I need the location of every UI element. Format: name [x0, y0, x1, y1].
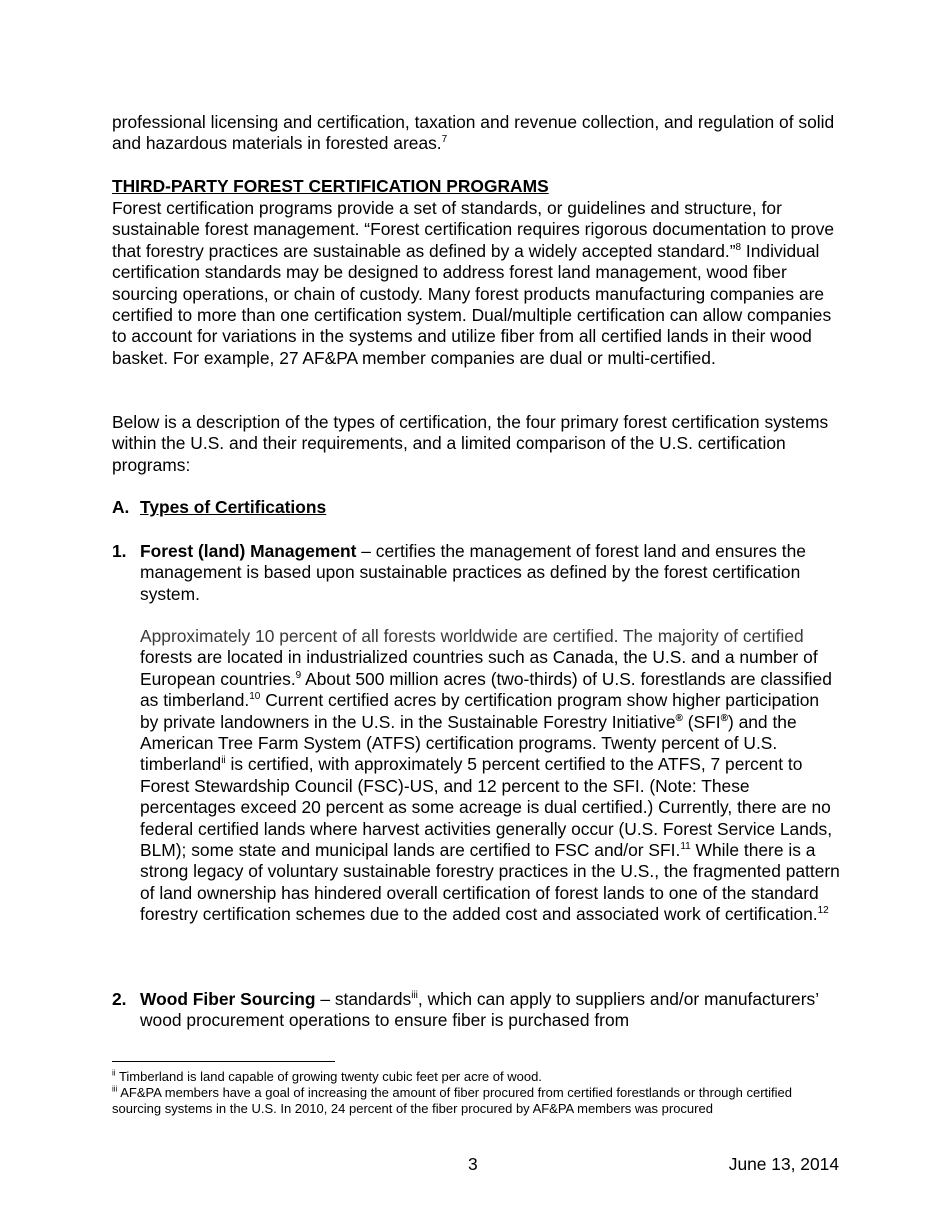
item-1-text-c: Current certified acres by certification program show higher participation by private landowners in the U.S. in the Sustainable Forestry Initiative	[140, 690, 820, 732]
item-2-title: Wood Fiber Sourcing	[140, 989, 316, 1009]
item-1-text-d: (SFI	[682, 711, 721, 732]
footnote-ref-12[interactable]: 12	[817, 905, 829, 917]
section-heading-third-party: THIRD-PARTY FOREST CERTIFICATION PROGRAMS	[112, 176, 549, 196]
item-1-number: 1.	[112, 541, 127, 561]
section-a-label: A.	[112, 497, 130, 517]
intro-text: professional licensing and certification, taxation and revenue collection, and regulation of solid and hazardous materials in forested areas.	[112, 112, 835, 154]
para1-text-a: Forest certification programs provide a set of standards, or guidelines and structure, for sustainable forest management. “Forest certification requires rigorous documentation to prove that forestry practices are sustainable as defined by a widely accepted standard.”	[112, 198, 835, 261]
footer-date: June 13, 2014	[728, 1154, 839, 1174]
footnote-divider	[112, 1061, 335, 1062]
item-1-text-e: ) and the American Tree Farm System (ATFS) certification programs. Twenty percent of U.S. timberland	[140, 711, 797, 775]
item-1-text-g: While there is a strong legacy of voluntary sustainable forestry practices in the U.S., the fragmented pattern of land ownership has hindered overall certification of forest lands to one of the standard forestry certification schemes due to the added cost and associated work of certification.	[140, 840, 840, 925]
item-1-title: Forest (land) Management	[140, 541, 357, 561]
registered-mark-sfi: ®	[720, 712, 728, 724]
footnote-iii-text: AF&PA members have a goal of increasing the amount of fiber procured from certified forestlands or through certified sourcing systems in the U.S. In 2010, 24 percent of the fiber procured by AF&PA members was procured	[112, 1085, 793, 1116]
footnote-ref-11[interactable]: 11	[680, 841, 691, 853]
item-1-text-b: About 500 million acres (two-thirds) of U.S. forestlands are classified as timberland.	[140, 668, 832, 711]
footnote-iii-mark: iii	[112, 1084, 118, 1094]
item-1-description	[140, 541, 840, 605]
third-party-paragraph-1	[112, 198, 842, 369]
item-1-desc: – certifies the management of forest land and ensures the management is based upon sustainable practices as defined by the forest certification system.	[140, 541, 806, 604]
footnote-ref-7[interactable]: 7	[441, 134, 448, 146]
item-1-text-a: forests are located in industrialized countries such as Canada, the U.S. and a number of European countries.	[140, 647, 818, 689]
item-2-number: 2.	[112, 989, 127, 1009]
footnote-ref-iii[interactable]: iii	[411, 990, 418, 1002]
footnote-ii-mark: ii	[112, 1068, 116, 1078]
item-1-paragraph	[140, 626, 840, 926]
item-2-description	[140, 989, 840, 1032]
intro-paragraph	[112, 112, 842, 155]
registered-mark: ®	[675, 712, 683, 724]
footnote-ii-text: Timberland is land capable of growing twenty cubic feet per acre of wood.	[115, 1069, 542, 1084]
footnote-ref-ii[interactable]: ii	[221, 755, 226, 767]
item-1-text-f: is certified, with approximately 5 percent certified to the ATFS, 7 percent to Forest Stewardship Council (FSC)-US, and 12 percent to the SFI. (Note: These percentages exceed 20 percent as some acreage is dual certified.) Currently, there are no federal certified lands where harvest activities generally occur (U.S. Forest Service Lands, BLM); some state and municipal lands are certified to FSC and/or SFI.	[140, 754, 833, 861]
footnote-ii	[112, 1069, 842, 1085]
third-party-paragraph-2: Below is a description of the types of certification, the four primary forest certification systems within the U.S. and their requirements, and a limited comparison of the U.S. certification programs:	[112, 412, 829, 475]
section-a-title: Types of Certifications	[140, 497, 327, 517]
item-2-desc-b: , which can apply to suppliers and/or manufacturers’ wood procurement operations to ensure fiber is purchased from	[140, 989, 819, 1031]
item-2-desc-a: – standards	[315, 989, 412, 1009]
footnote-ref-9[interactable]: 9	[295, 670, 302, 682]
footnote-iii	[112, 1085, 842, 1117]
footnote-ref-8[interactable]: 8	[735, 242, 742, 254]
para1-text-b: Individual certification standards may be designed to address forest land management, wood fiber sourcing operations, or chain of custody. Many forest products manufacturing companies are certified to more than one certification system. Dual/multiple certification can allow companies to account for variations in the systems and utilize fiber from all certified lands in their wood basket. For example, 27 AF&PA member companies are dual or multi-certified.	[112, 240, 832, 368]
footnote-ref-10[interactable]: 10	[249, 691, 261, 703]
page-number: 3	[468, 1154, 478, 1174]
item-1-grey-text: Approximately 10 percent of all forests worldwide are certified. The majority of certified	[140, 626, 804, 646]
